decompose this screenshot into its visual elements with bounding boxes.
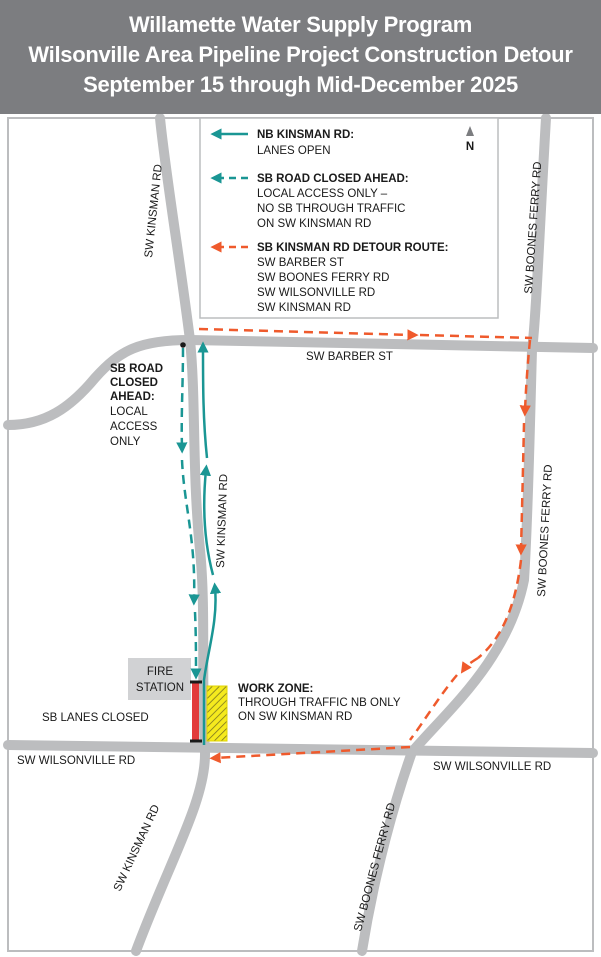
road-label-kinsman-south: SW KINSMAN RD [111, 803, 163, 894]
road-label-boones-south: SW BOONES FERRY RD [352, 801, 399, 933]
legend-nb-title: NB KINSMAN RD: [257, 129, 355, 141]
legend-nb-text: LANES OPEN [257, 145, 331, 157]
legend-sb-text: ON SW KINSMAN RD [257, 218, 372, 230]
note-line: ACCESS [110, 421, 158, 433]
note-line: ON SW KINSMAN RD [238, 711, 353, 723]
legend-detour-text: SW BARBER ST [257, 257, 344, 269]
road-label-kinsman-north: SW KINSMAN RD [143, 163, 165, 259]
header-title: Willamette Water Supply Program [129, 12, 472, 37]
road-label-kinsman-mid: SW KINSMAN RD [215, 473, 231, 569]
work-zone-box [207, 686, 227, 741]
road-label-boones-mid: SW BOONES FERRY RD [536, 464, 555, 598]
detour-map [0, 114, 601, 957]
note-line: CLOSED [110, 377, 158, 389]
legend-detour-title: SB KINSMAN RD DETOUR ROUTE: [257, 242, 449, 254]
north-label: N [465, 141, 475, 153]
sb-closure-point [180, 342, 186, 348]
legend-detour-text: SW KINSMAN RD [257, 302, 351, 314]
note-line: LOCAL [110, 406, 148, 418]
sb-lanes-closed-label: SB LANES CLOSED [42, 712, 149, 724]
note-line: WORK ZONE: [238, 683, 314, 695]
note-line: AHEAD: [110, 391, 155, 403]
fire-station-label: FIRE [146, 666, 174, 678]
legend-sb-text: LOCAL ACCESS ONLY – [257, 188, 388, 200]
legend-sb-text: NO SB THROUGH TRAFFIC [257, 203, 406, 215]
header-subtitle: Wilsonville Area Pipeline Project Construction Detour [28, 42, 573, 67]
legend-sb-title: SB ROAD CLOSED AHEAD: [257, 173, 409, 185]
fire-station-label: STATION [135, 682, 185, 694]
sb-lane-closure-bar [192, 682, 199, 741]
note-line: SB ROAD [110, 363, 164, 375]
map-header [0, 0, 601, 114]
legend-detour-text: SW WILSONVILLE RD [257, 287, 376, 299]
note-line: THROUGH TRAFFIC NB ONLY [238, 697, 401, 709]
road-label-boones-north: SW BOONES FERRY RD [523, 161, 545, 295]
road-label-barber: SW BARBER ST [306, 351, 393, 363]
note-line: ONLY [110, 436, 141, 448]
road-label-wilsonville-west: SW WILSONVILLE RD [17, 755, 136, 767]
legend-detour-text: SW BOONES FERRY RD [257, 272, 390, 284]
road-label-wilsonville-east: SW WILSONVILLE RD [433, 761, 552, 773]
header-dates: September 15 through Mid-December 2025 [83, 72, 518, 97]
